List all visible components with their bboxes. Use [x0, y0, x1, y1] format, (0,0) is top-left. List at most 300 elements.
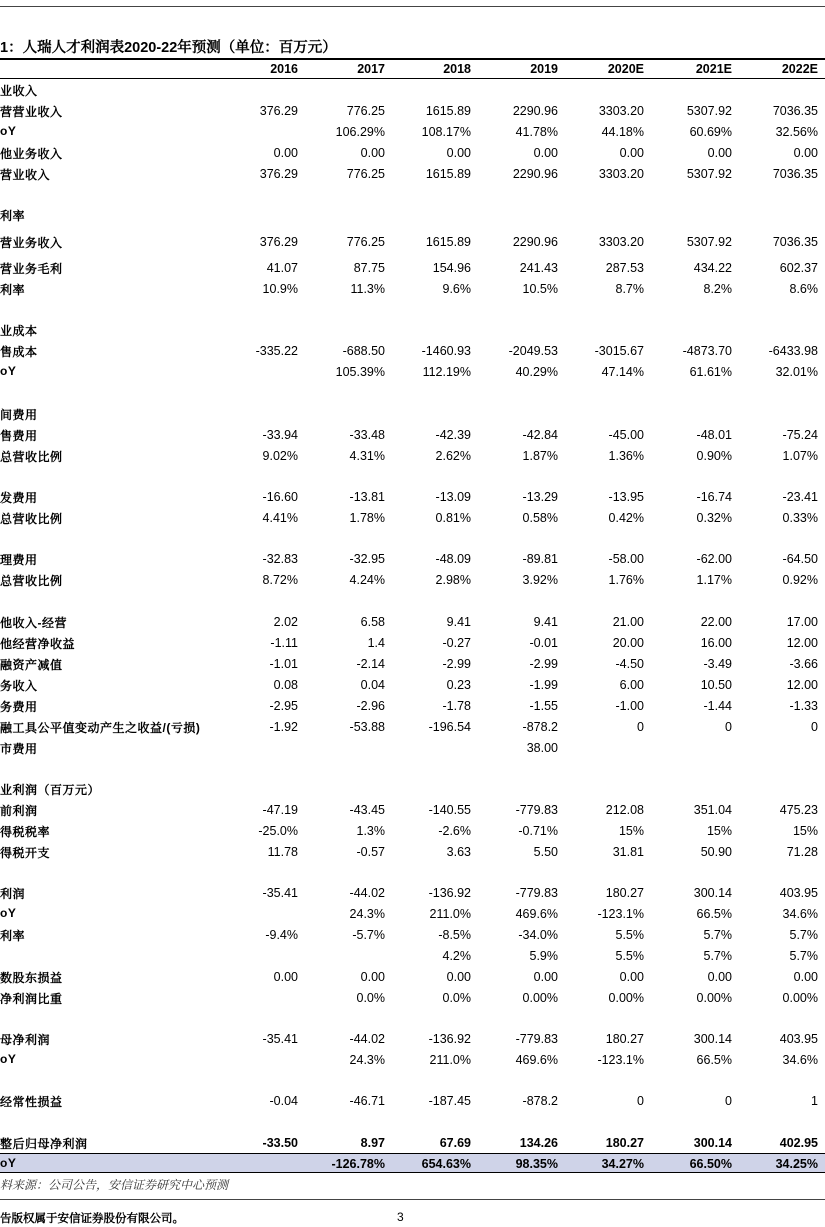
table-row — [0, 883, 825, 903]
table-cell: 0.0% — [356, 991, 385, 1005]
table-cell: 31.81 — [612, 845, 644, 859]
table-cell: 300.14 — [693, 1136, 732, 1150]
table-row — [0, 654, 825, 674]
table-cell: 5.5% — [615, 949, 644, 963]
table-cell: 3303.20 — [598, 235, 644, 249]
table-cell: 108.17% — [421, 125, 471, 139]
table-cell: 9.41 — [446, 615, 471, 629]
table-cell: 1615.89 — [425, 104, 471, 118]
table-cell: 34.27% — [601, 1157, 644, 1171]
row-label: 业成本 — [0, 324, 38, 338]
table-row — [0, 1050, 825, 1070]
table-cell: 9.02% — [262, 449, 298, 463]
table-cell: 34.6% — [782, 907, 818, 921]
table-cell: 34.25% — [775, 1157, 818, 1171]
table-cell: 1615.89 — [425, 167, 471, 181]
table-row — [0, 967, 825, 987]
table-cell: 0.00% — [782, 991, 818, 1005]
table-cell: -75.24 — [782, 428, 818, 442]
table-cell: 403.95 — [779, 886, 818, 900]
table-cell: -64.50 — [782, 552, 818, 566]
table-cell: 34.6% — [782, 1053, 818, 1067]
table-cell: 0.58% — [522, 511, 558, 525]
table-cell: 434.22 — [693, 261, 732, 275]
table-cell: -44.02 — [349, 1032, 385, 1046]
table-row — [0, 800, 825, 820]
table-cell: -1460.93 — [421, 344, 471, 358]
table-cell: 7036.35 — [772, 167, 818, 181]
table-cell: 12.00 — [786, 678, 818, 692]
column-header: 2017 — [357, 62, 385, 76]
table-row — [0, 258, 825, 278]
table-cell: -0.04 — [269, 1094, 298, 1108]
table-cell: 5307.92 — [686, 167, 732, 181]
table-cell: 7036.35 — [772, 235, 818, 249]
table-cell: -42.84 — [522, 428, 558, 442]
table-cell: 0.00 — [446, 970, 471, 984]
table-cell: 5307.92 — [686, 235, 732, 249]
column-header: 2020E — [607, 62, 644, 76]
table-cell: 10.5% — [522, 282, 558, 296]
row-label: 他收入-经营 — [0, 616, 67, 630]
table-cell: 22.00 — [700, 615, 732, 629]
table-cell: -44.02 — [349, 886, 385, 900]
table-cell: 0.00 — [793, 970, 818, 984]
table-row — [0, 341, 825, 361]
row-label: 业收入 — [0, 84, 38, 98]
table-cell: 38.00 — [526, 741, 558, 755]
table-cell: -2.99 — [442, 657, 471, 671]
table-cell: 180.27 — [605, 1136, 644, 1150]
table-cell: -9.4% — [265, 928, 298, 942]
table-row — [0, 404, 825, 424]
table-title: 1：人瑞人才利润表2020-22年预测（单位：百万元） — [0, 40, 337, 56]
row-label: 利率 — [0, 209, 26, 223]
table-cell: -58.00 — [608, 552, 644, 566]
table-cell: 5.7% — [703, 949, 732, 963]
row-label: 总营收比例 — [0, 450, 63, 464]
table-cell: 776.25 — [346, 235, 385, 249]
table-cell: 351.04 — [693, 803, 732, 817]
table-cell: 5307.92 — [686, 104, 732, 118]
table-cell: 87.75 — [353, 261, 385, 275]
table-cell: 402.95 — [779, 1136, 818, 1150]
table-cell: 8.97 — [360, 1136, 385, 1150]
table-row — [0, 675, 825, 695]
table-cell: -126.78% — [331, 1157, 385, 1171]
table-cell: 376.29 — [259, 235, 298, 249]
table-cell: -35.41 — [262, 886, 298, 900]
row-label: 经常性损益 — [0, 1095, 63, 1109]
table-cell: 98.35% — [515, 1157, 558, 1171]
table-cell: 776.25 — [346, 104, 385, 118]
table-row — [0, 143, 825, 163]
table-cell: -2.96 — [356, 699, 385, 713]
table-cell: -1.99 — [529, 678, 558, 692]
table-row — [0, 633, 825, 653]
row-label: 务收入 — [0, 679, 38, 693]
top-rule — [0, 6, 825, 7]
table-row — [0, 779, 825, 799]
table-cell: -32.83 — [262, 552, 298, 566]
table-cell: 4.31% — [349, 449, 385, 463]
table-cell: 3303.20 — [598, 104, 644, 118]
row-label: 营业务收入 — [0, 236, 63, 250]
table-cell: 44.18% — [601, 125, 644, 139]
table-cell: 0.04 — [360, 678, 385, 692]
table-cell: -136.92 — [428, 1032, 471, 1046]
table-cell: 5.7% — [703, 928, 732, 942]
table-cell: 0 — [725, 720, 732, 734]
column-header: 2021E — [695, 62, 732, 76]
table-cell: 0.92% — [782, 573, 818, 587]
table-row — [0, 717, 825, 737]
table-cell: 4.2% — [442, 949, 471, 963]
row-label: 市费用 — [0, 742, 38, 756]
row-label: 售成本 — [0, 345, 38, 359]
table-header — [0, 58, 825, 79]
table-cell: 0.33% — [782, 511, 818, 525]
row-label: 利率 — [0, 929, 26, 943]
table-cell: 3303.20 — [598, 167, 644, 181]
table-cell: 24.3% — [349, 1053, 385, 1067]
table-cell: 0.32% — [696, 511, 732, 525]
table-cell: 0.00 — [360, 970, 385, 984]
table-row — [0, 842, 825, 862]
table-cell: 12.00 — [786, 636, 818, 650]
table-row — [0, 904, 825, 924]
copyright-note: 告版权属于安信证券股份有限公司。 — [0, 1213, 184, 1225]
table-cell: -2.6% — [438, 824, 471, 838]
table-cell: -335.22 — [255, 344, 298, 358]
table-cell: -5.7% — [352, 928, 385, 942]
table-cell: 0.00% — [608, 991, 644, 1005]
row-label: 他业务收入 — [0, 147, 63, 161]
row-label: oY — [0, 906, 17, 920]
table-cell: 776.25 — [346, 167, 385, 181]
table-row — [0, 549, 825, 569]
table-cell: 2290.96 — [512, 104, 558, 118]
table-cell: -136.92 — [428, 886, 471, 900]
table-cell: -8.5% — [438, 928, 471, 942]
table-cell: -48.09 — [435, 552, 471, 566]
table-row — [0, 1153, 825, 1173]
row-label: oY — [0, 1156, 17, 1170]
row-label: oY — [0, 364, 17, 378]
table-cell: 5.50 — [533, 845, 558, 859]
table-cell: -123.1% — [597, 907, 644, 921]
table-cell: -779.83 — [515, 1032, 558, 1046]
table-cell: -2.99 — [529, 657, 558, 671]
table-cell: -89.81 — [522, 552, 558, 566]
row-label: oY — [0, 1052, 17, 1066]
table-row — [0, 1029, 825, 1049]
table-row — [0, 232, 825, 252]
table-cell: 17.00 — [786, 615, 818, 629]
table-cell: -0.57 — [356, 845, 385, 859]
table-cell: 376.29 — [259, 104, 298, 118]
table-cell: 1.07% — [782, 449, 818, 463]
table-cell: 9.41 — [533, 615, 558, 629]
table-row — [0, 320, 825, 340]
table-cell: -25.0% — [258, 824, 298, 838]
table-cell: -140.55 — [428, 803, 471, 817]
table-cell: -1.92 — [269, 720, 298, 734]
table-cell: 8.7% — [615, 282, 644, 296]
table-cell: 0.00 — [273, 146, 298, 160]
table-cell: -3.66 — [789, 657, 818, 671]
table-cell: 0.00 — [619, 970, 644, 984]
table-cell: 0.00 — [707, 146, 732, 160]
table-cell: 0.00 — [533, 146, 558, 160]
table-cell: 11.78 — [267, 845, 298, 859]
table-cell: 654.63% — [421, 1157, 471, 1171]
row-label: 整后归母净利润 — [0, 1137, 88, 1151]
table-cell: 105.39% — [335, 365, 385, 379]
table-cell: -33.50 — [262, 1136, 298, 1150]
row-label: 营营业收入 — [0, 105, 63, 119]
table-cell: 0.00 — [273, 970, 298, 984]
table-cell: 0.00 — [446, 146, 471, 160]
page-number: 3 — [397, 1210, 404, 1224]
table-row — [0, 164, 825, 184]
table-cell: 3.63 — [446, 845, 471, 859]
table-cell: 0.08 — [273, 678, 298, 692]
table-cell: 1.87% — [522, 449, 558, 463]
column-header: 2016 — [270, 62, 298, 76]
table-cell: 50.90 — [700, 845, 732, 859]
table-row — [0, 696, 825, 716]
table-cell: 2.62% — [435, 449, 471, 463]
table-cell: -3.49 — [703, 657, 732, 671]
table-cell: -2049.53 — [508, 344, 558, 358]
table-cell: 15% — [618, 824, 644, 838]
table-cell: 41.07 — [266, 261, 298, 275]
table-cell: 0.23 — [446, 678, 471, 692]
table-cell: 7036.35 — [772, 104, 818, 118]
table-cell: 47.14% — [601, 365, 644, 379]
row-label: 母净利润 — [0, 1033, 51, 1047]
table-row — [0, 612, 825, 632]
table-cell: 0.81% — [435, 511, 471, 525]
table-cell: 241.43 — [519, 261, 558, 275]
table-cell: 8.2% — [703, 282, 732, 296]
table-cell: 24.3% — [349, 907, 385, 921]
table-cell: -1.44 — [703, 699, 732, 713]
table-cell: 0.00 — [793, 146, 818, 160]
bottom-rule — [0, 1199, 825, 1200]
table-cell: 32.01% — [775, 365, 818, 379]
table-cell: -45.00 — [608, 428, 644, 442]
table-row — [0, 122, 825, 142]
table-cell: 0.90% — [696, 449, 732, 463]
table-cell: 0 — [725, 1094, 732, 1108]
table-cell: 180.27 — [605, 1032, 644, 1046]
table-cell: 6.00 — [619, 678, 644, 692]
table-cell: 32.56% — [775, 125, 818, 139]
table-cell: -0.27 — [442, 636, 471, 650]
table-cell: 1.36% — [608, 449, 644, 463]
table-cell: 41.78% — [515, 125, 558, 139]
table-cell: -53.88 — [349, 720, 385, 734]
table-cell: 71.28 — [786, 845, 818, 859]
column-header: 2019 — [530, 62, 558, 76]
row-label: 融工具公平值变动产生之收益/(亏损) — [0, 721, 201, 735]
table-cell: -13.81 — [349, 490, 385, 504]
table-cell: 3.92% — [522, 573, 558, 587]
table-cell: 16.00 — [700, 636, 732, 650]
table-cell: 67.69 — [439, 1136, 471, 1150]
table-cell: 21.00 — [612, 615, 644, 629]
row-label: 利率 — [0, 283, 26, 297]
table-cell: -1.55 — [529, 699, 558, 713]
table-cell: 60.69% — [689, 125, 732, 139]
table-cell: 5.7% — [789, 949, 818, 963]
table-cell: -48.01 — [696, 428, 732, 442]
table-cell: 1 — [811, 1094, 818, 1108]
table-cell: -0.01 — [529, 636, 558, 650]
table-cell: 2290.96 — [512, 167, 558, 181]
table-cell: 134.26 — [519, 1136, 558, 1150]
column-header: 2018 — [443, 62, 471, 76]
table-row — [0, 487, 825, 507]
table-cell: 2.98% — [435, 573, 471, 587]
row-label: oY — [0, 124, 17, 138]
table-row — [0, 279, 825, 299]
row-label: 理费用 — [0, 553, 38, 567]
table-row — [0, 570, 825, 590]
table-cell: 66.5% — [696, 1053, 732, 1067]
table-cell: 1.4 — [367, 636, 385, 650]
source-note: 料来源：公司公告，安信证券研究中心预测 — [0, 1178, 229, 1192]
table-cell: 0.00 — [360, 146, 385, 160]
table-cell: 376.29 — [259, 167, 298, 181]
table-cell: 602.37 — [779, 261, 818, 275]
table-row — [0, 738, 825, 758]
table-cell: -34.0% — [518, 928, 558, 942]
table-cell: 1.17% — [696, 573, 732, 587]
table-cell: 1.78% — [349, 511, 385, 525]
table-cell: -187.45 — [428, 1094, 471, 1108]
table-cell: -1.78 — [442, 699, 471, 713]
table-cell: -878.2 — [522, 1094, 558, 1108]
table-cell: 10.9% — [262, 282, 298, 296]
table-cell: 0.00 — [707, 970, 732, 984]
table-cell: 20.00 — [612, 636, 644, 650]
table-cell: -4.50 — [615, 657, 644, 671]
row-label: 得税开支 — [0, 846, 51, 860]
table-cell: -1.01 — [269, 657, 298, 671]
table-cell: -62.00 — [696, 552, 732, 566]
table-cell: 0 — [637, 720, 644, 734]
table-cell: 469.6% — [515, 1053, 558, 1067]
table-cell: 0.00% — [696, 991, 732, 1005]
row-label: 总营收比例 — [0, 574, 63, 588]
row-label: 总营收比例 — [0, 512, 63, 526]
table-cell: 8.6% — [789, 282, 818, 296]
table-row — [0, 946, 825, 966]
table-cell: 212.08 — [605, 803, 644, 817]
table-cell: -6433.98 — [768, 344, 818, 358]
row-label: 融资产减值 — [0, 658, 63, 672]
table-cell: 403.95 — [779, 1032, 818, 1046]
table-cell: 6.58 — [360, 615, 385, 629]
table-cell: 154.96 — [432, 261, 471, 275]
table-cell: -35.41 — [262, 1032, 298, 1046]
table-cell: -46.71 — [349, 1094, 385, 1108]
table-row — [0, 446, 825, 466]
table-cell: -13.29 — [522, 490, 558, 504]
row-label: 营业务毛利 — [0, 262, 63, 276]
row-label: 数股东损益 — [0, 971, 63, 985]
row-label: 他经营净收益 — [0, 637, 76, 651]
table-cell: 0 — [637, 1094, 644, 1108]
table-cell: -33.94 — [262, 428, 298, 442]
row-label: 得税税率 — [0, 825, 51, 839]
table-row — [0, 925, 825, 945]
table-cell: 0.0% — [442, 991, 471, 1005]
table-cell: -1.11 — [270, 636, 298, 650]
row-label: 营业收入 — [0, 168, 51, 182]
table-cell: 4.41% — [262, 511, 298, 525]
table-cell: -123.1% — [597, 1053, 644, 1067]
table-cell: -43.45 — [349, 803, 385, 817]
table-cell: -16.60 — [262, 490, 298, 504]
table-cell: -13.09 — [435, 490, 471, 504]
row-label: 间费用 — [0, 408, 38, 422]
table-cell: -47.19 — [262, 803, 298, 817]
table-cell: 287.53 — [605, 261, 644, 275]
table-cell: -2.14 — [356, 657, 385, 671]
table-cell: 0.00 — [533, 970, 558, 984]
row-label: 售费用 — [0, 429, 38, 443]
table-cell: -32.95 — [349, 552, 385, 566]
table-cell: -1.33 — [789, 699, 818, 713]
table-cell: -42.39 — [435, 428, 471, 442]
table-row — [0, 425, 825, 445]
table-cell: -23.41 — [782, 490, 818, 504]
row-label: 发费用 — [0, 491, 38, 505]
table-cell: 211.0% — [429, 1053, 471, 1067]
table-cell: -16.74 — [696, 490, 732, 504]
table-cell: -779.83 — [515, 803, 558, 817]
table-row — [0, 1133, 825, 1153]
table-row — [0, 205, 825, 225]
table-row — [0, 988, 825, 1008]
row-label: 务费用 — [0, 700, 38, 714]
table-cell: 4.24% — [349, 573, 385, 587]
table-cell: -196.54 — [428, 720, 471, 734]
table-cell: 475.23 — [779, 803, 818, 817]
table-cell: -33.48 — [349, 428, 385, 442]
table-cell: 1.76% — [608, 573, 644, 587]
table-row — [0, 821, 825, 841]
table-row — [0, 101, 825, 121]
table-row — [0, 80, 825, 100]
row-label: 前利润 — [0, 804, 38, 818]
table-cell: 180.27 — [605, 886, 644, 900]
table-cell: 1.3% — [356, 824, 385, 838]
table-cell: -688.50 — [342, 344, 385, 358]
table-cell: 0.00% — [522, 991, 558, 1005]
table-cell: 0.00 — [619, 146, 644, 160]
table-cell: 8.72% — [262, 573, 298, 587]
table-cell: 9.6% — [442, 282, 471, 296]
table-cell: -4873.70 — [682, 344, 732, 358]
table-cell: 1615.89 — [425, 235, 471, 249]
table-cell: 300.14 — [693, 886, 732, 900]
table-cell: -878.2 — [522, 720, 558, 734]
